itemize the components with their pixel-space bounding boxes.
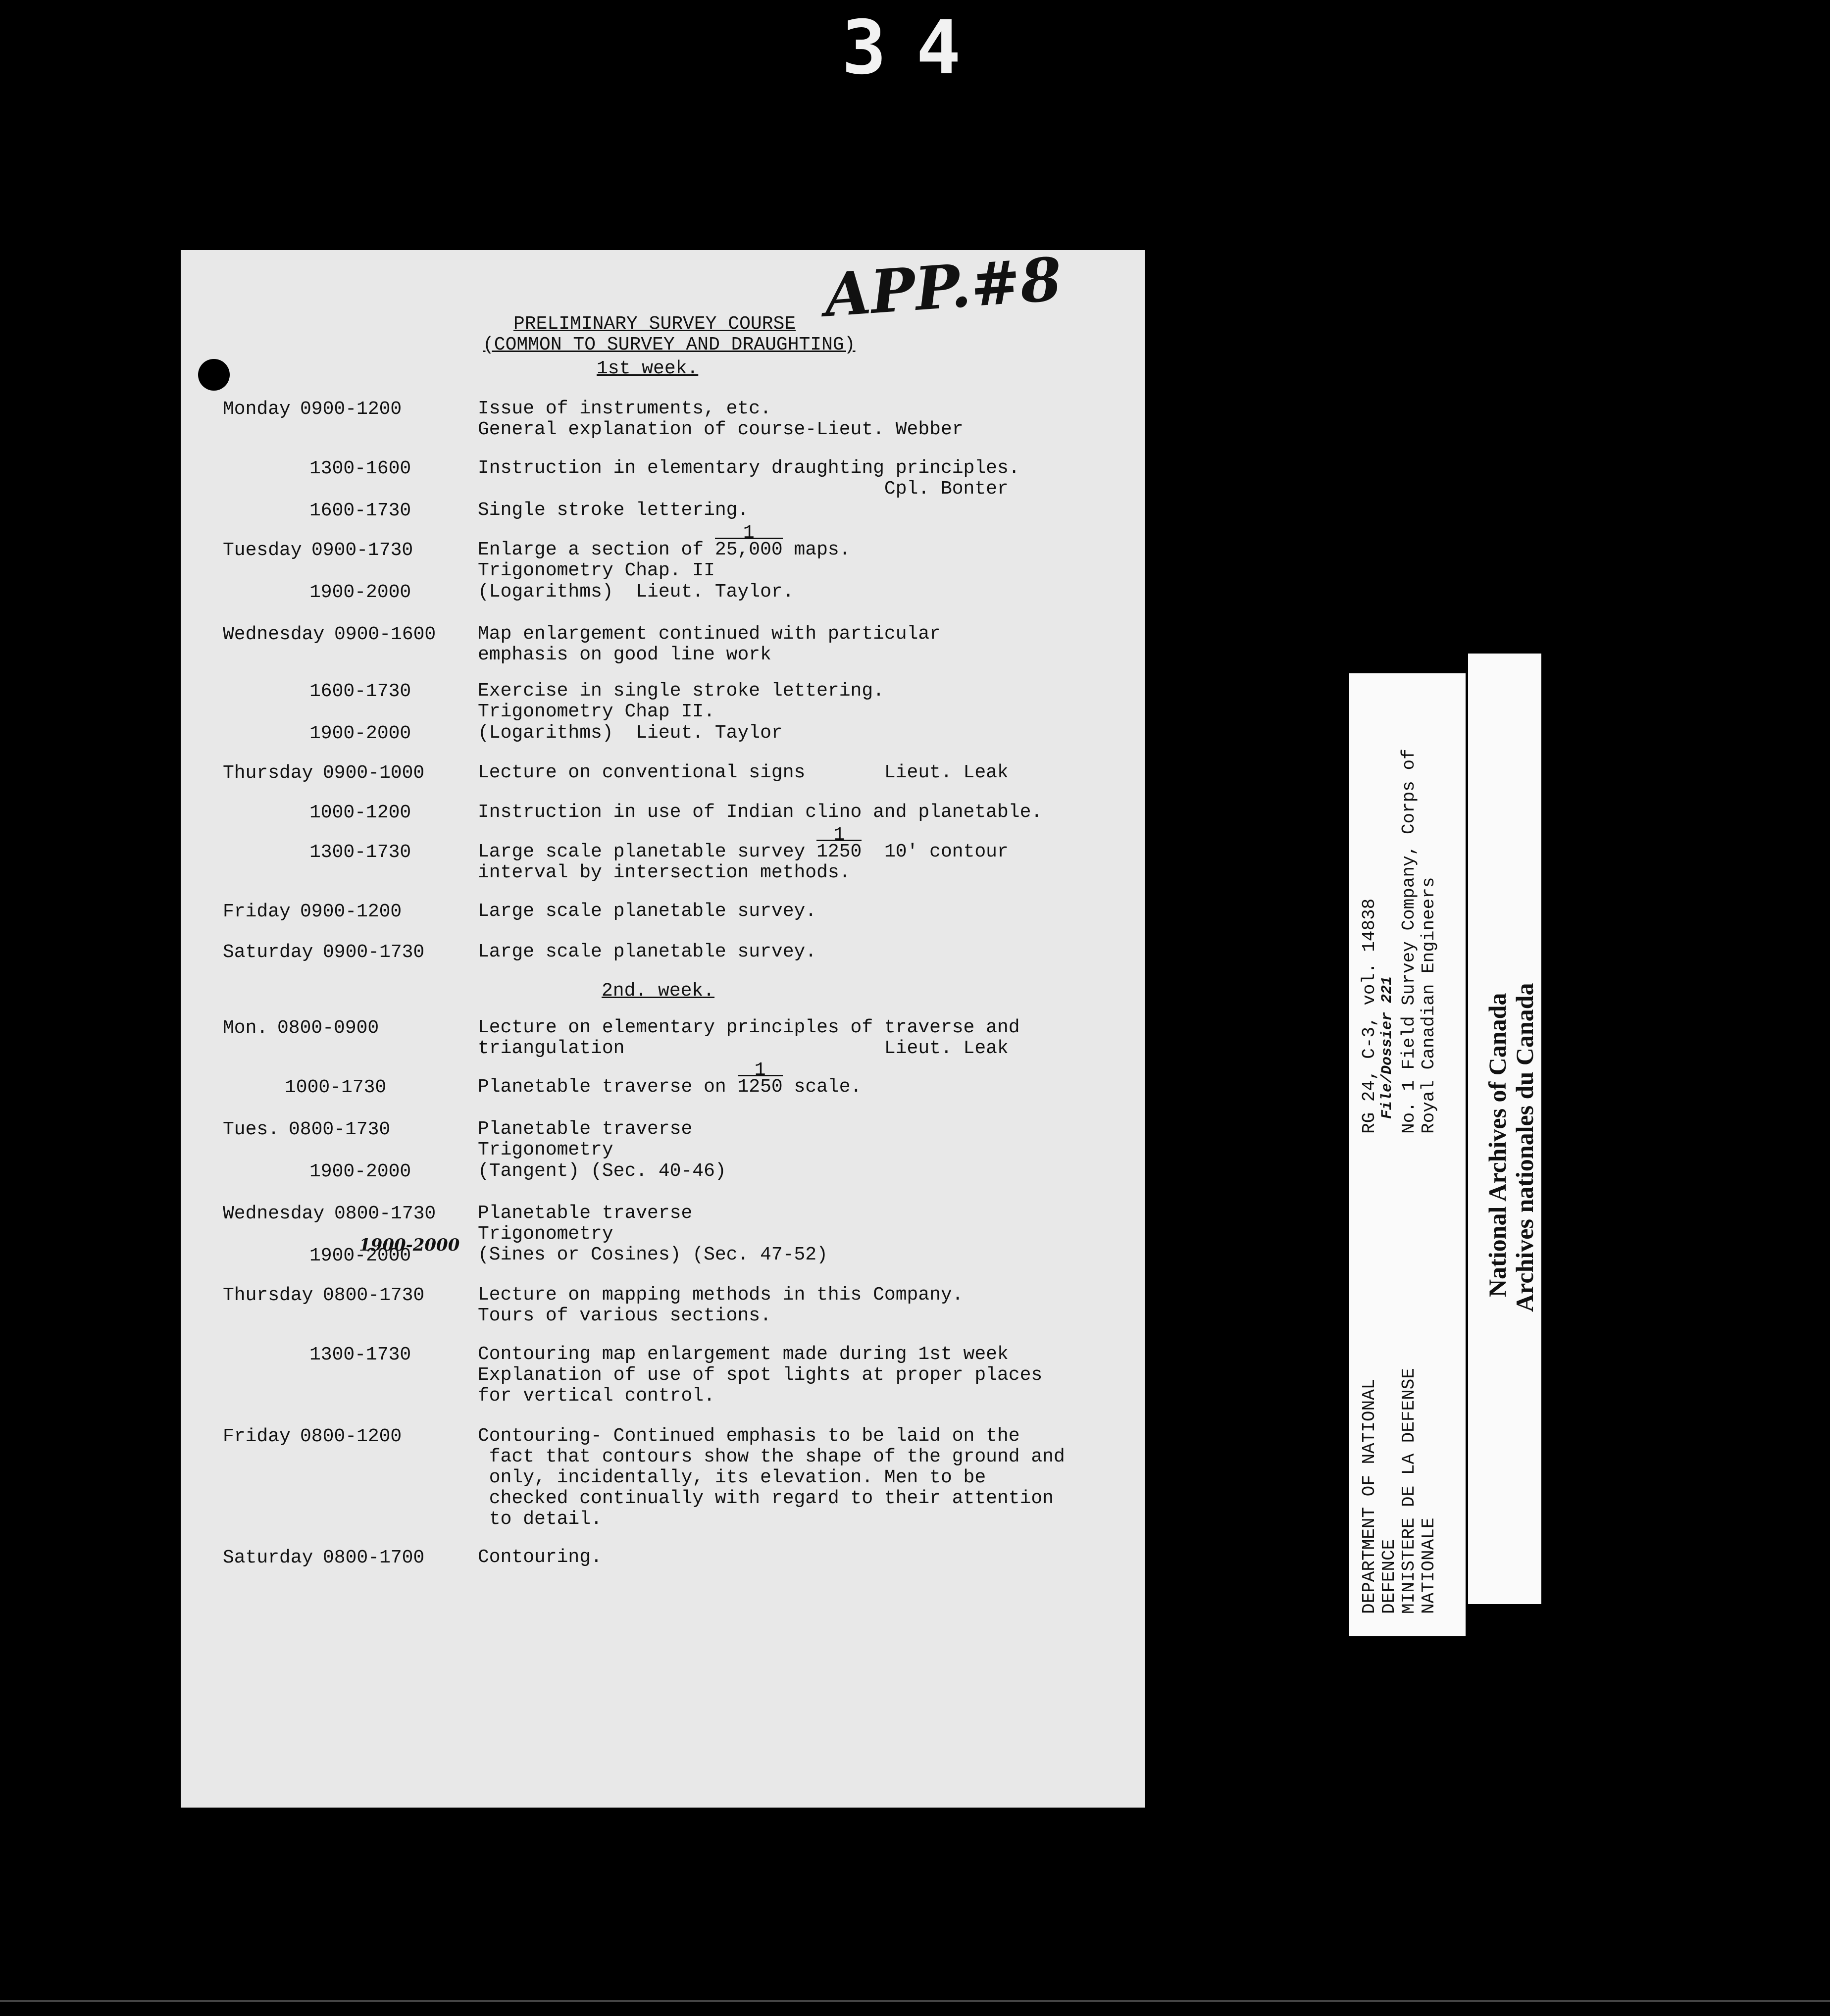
punch-hole: [198, 359, 230, 391]
description-text: Lecture on mapping methods in this Company.: [478, 1284, 964, 1306]
scale-fraction: [816, 824, 862, 862]
scale-fraction: [714, 522, 783, 560]
description-text: emphasis on good line work: [478, 644, 771, 665]
schedule-time: 0800-1200: [300, 1426, 402, 1447]
description-line: [478, 1509, 1065, 1530]
schedule-time: 1900-2000: [309, 1161, 411, 1182]
fraction-numerator: 1: [833, 824, 845, 846]
schedule-description: [478, 824, 1009, 883]
handwritten-time-note: 1900-2000: [359, 1235, 460, 1255]
description-text: Cpl. Bonter: [478, 478, 1009, 500]
description-line: [478, 824, 1009, 862]
schedule-description: [478, 901, 816, 922]
label-dept-line1: DEPARTMENT OF NATIONAL: [1359, 1378, 1379, 1614]
description-line: [478, 1224, 828, 1245]
description-text: Map enlargement continued with particular: [478, 623, 941, 645]
description-line: [478, 624, 941, 645]
label-dept-line3: MINISTERE DE LA DEFENSE: [1399, 1368, 1419, 1614]
schedule-time: 0900-1000: [323, 762, 425, 784]
label-ref2: File/Dossier 221: [1379, 976, 1396, 1119]
fraction-suffix: scale.: [782, 1076, 862, 1098]
schedule-day: Saturday: [223, 942, 313, 963]
schedule-description: [478, 1059, 862, 1098]
description-text: checked continually with regard to their attention: [478, 1488, 1054, 1509]
description-line: [478, 1017, 1020, 1038]
film-edge-line: [0, 2000, 1830, 2002]
schedule-description: [478, 762, 1009, 783]
schedule-day: Thursday: [223, 1285, 313, 1306]
schedule-time: 0900-1730: [311, 540, 413, 561]
document-page: [181, 244, 1145, 1808]
description-text: Large scale planetable survey: [478, 841, 806, 862]
description-line: [478, 1467, 1065, 1488]
description-line: [478, 1285, 964, 1306]
description-line: [478, 723, 783, 744]
label-desc1: No. 1 Field Survey Company, Corps of: [1399, 749, 1419, 1134]
description-text: fact that contours show the shape of the ground and: [478, 1446, 1065, 1467]
fraction-suffix: 10' contour: [862, 841, 1009, 862]
fraction-denominator: 1250: [816, 840, 862, 862]
schedule-description: [478, 500, 749, 521]
schedule-day: Tues.: [223, 1119, 280, 1140]
description-line: [478, 681, 884, 702]
schedule-time: 0800-0900: [277, 1017, 379, 1039]
schedule-time: 1000-1200: [309, 802, 411, 823]
schedule-day: Friday: [223, 1426, 291, 1447]
schedule-time: 0800-1730: [334, 1203, 436, 1224]
description-text: (Tangent) (Sec. 40-46): [478, 1160, 726, 1182]
description-text: Contouring.: [478, 1547, 602, 1568]
schedule-time: 1900-2000: [309, 723, 411, 744]
schedule-description: [478, 1344, 1042, 1407]
description-text: Trigonometry: [478, 1139, 613, 1160]
label-dept-line2: DEFENCE: [1379, 1539, 1399, 1614]
schedule-description: [478, 723, 783, 744]
description-text: Explanation of use of spot lights at proper places: [478, 1364, 1043, 1386]
fraction-suffix: maps.: [782, 539, 851, 560]
frame-number: 34: [842, 5, 991, 91]
week2-heading: 2nd. week.: [602, 980, 715, 1002]
schedule-time: 1000-1730: [285, 1077, 387, 1098]
schedule-day: Wednesday: [223, 1203, 325, 1224]
description-line: [478, 1344, 1042, 1365]
schedule-time: 1300-1730: [309, 842, 411, 863]
label-dept-line4: NATIONALE: [1419, 1517, 1439, 1614]
description-text: Single stroke lettering.: [478, 500, 749, 521]
schedule-time: 0800-1700: [323, 1547, 425, 1568]
schedule-description: [478, 802, 1042, 823]
archive-label: [1349, 673, 1466, 1636]
description-line: [478, 522, 851, 560]
scale-fraction: [737, 1059, 783, 1098]
description-text: (Sines or Cosines) (Sec. 47-52): [478, 1244, 828, 1265]
schedule-day: Mon.: [223, 1017, 268, 1039]
schedule-day: Friday: [223, 901, 291, 922]
schedule-time: 1300-1730: [309, 1344, 411, 1365]
description-text: only, incidentally, its elevation. Men to be: [478, 1467, 986, 1488]
description-line: [478, 901, 816, 922]
schedule-time: 1300-1600: [309, 458, 411, 479]
description-line: [478, 1161, 726, 1182]
description-text: (Logarithms) Lieut. Taylor: [478, 722, 783, 744]
description-text: Large scale planetable survey.: [478, 941, 817, 962]
schedule-description: [478, 624, 941, 665]
description-text: Planetable traverse: [478, 1203, 693, 1224]
schedule-day: Tuesday: [223, 540, 302, 561]
description-text: Trigonometry Chap. II: [478, 560, 715, 581]
description-line: [478, 560, 851, 581]
description-text: Lecture on conventional signs Lieut. Leak: [478, 762, 1009, 783]
description-text: Enlarge a section of: [478, 539, 704, 560]
schedule-description: [478, 1547, 602, 1568]
document-title: PRELIMINARY SURVEY COURSE: [513, 313, 796, 335]
archive-name-en: National Archives of Canada: [1483, 993, 1511, 1297]
schedule-day: Saturday: [223, 1547, 313, 1568]
archive-stamp: [1468, 654, 1541, 1604]
description-line: [478, 1059, 862, 1098]
week1-heading: 1st week.: [597, 358, 699, 379]
description-line: [478, 762, 1009, 783]
description-text: Planetable traverse: [478, 1118, 693, 1140]
fraction-denominator: 25,000: [715, 538, 783, 560]
schedule-time: 1900-2000: [309, 1245, 411, 1266]
schedule-time: 1600-1730: [309, 500, 411, 521]
label-ref1: RG 24, C-3, vol. 14838: [1359, 898, 1379, 1134]
description-line: [478, 399, 964, 419]
description-line: [478, 1365, 1042, 1386]
description-line: [478, 645, 941, 665]
description-text: Instruction in elementary draughting principles.: [478, 457, 1020, 479]
archive-name-fr: Archives nationales du Canada: [1511, 983, 1538, 1312]
description-text: Exercise in single stroke lettering.: [478, 680, 884, 702]
description-line: [478, 1306, 964, 1326]
schedule-description: [478, 582, 794, 603]
description-text: to detail.: [478, 1509, 602, 1530]
schedule-description: [478, 942, 816, 962]
description-line: [478, 500, 749, 521]
handwritten-appendix-ref: APP.#8: [822, 244, 1064, 331]
schedule-description: [478, 1285, 964, 1326]
description-text: Lecture on elementary principles of traverse and: [478, 1017, 1020, 1038]
description-text: Contouring- Continued emphasis to be laid on the: [478, 1425, 1020, 1447]
description-text: Issue of instruments, etc.: [478, 398, 771, 419]
schedule-description: [478, 522, 851, 581]
label-desc2: Royal Canadian Engineers: [1419, 877, 1439, 1134]
description-text: Tours of various sections.: [478, 1305, 771, 1326]
description-line: [478, 479, 1020, 500]
schedule-time: 0800-1730: [289, 1119, 391, 1140]
description-text: General explanation of course-Lieut. Webber: [478, 419, 964, 440]
description-line: [478, 1426, 1065, 1447]
schedule-description: [478, 681, 884, 722]
schedule-description: [478, 1203, 828, 1265]
description-line: [478, 1488, 1065, 1509]
description-line: [478, 458, 1020, 479]
schedule-day: Monday: [223, 399, 291, 420]
description-line: [478, 1140, 692, 1160]
description-text: Contouring map enlargement made during 1st week: [478, 1344, 1009, 1365]
description-line: [478, 802, 1042, 823]
fraction-numerator: 1: [754, 1059, 766, 1081]
description-text: Trigonometry Chap II.: [478, 701, 715, 722]
description-text: Large scale planetable survey.: [478, 901, 817, 922]
description-line: [478, 702, 884, 722]
description-line: [478, 419, 964, 440]
schedule-description: [478, 1119, 692, 1160]
schedule-time: 1600-1730: [309, 681, 411, 702]
description-text: Planetable traverse on: [478, 1076, 726, 1098]
schedule-description: [478, 1017, 1020, 1059]
description-line: [478, 1119, 692, 1140]
description-line: [478, 1386, 1042, 1407]
schedule-time: 0900-1200: [300, 399, 402, 420]
schedule-description: [478, 1161, 726, 1182]
description-line: [478, 1245, 828, 1265]
description-line: [478, 1547, 602, 1568]
description-line: [478, 1038, 1020, 1059]
schedule-description: [478, 399, 964, 440]
schedule-time: 0900-1200: [300, 901, 402, 922]
description-text: Trigonometry: [478, 1223, 613, 1245]
document-subtitle: (COMMON TO SURVEY AND DRAUGHTING): [483, 334, 856, 355]
schedule-description: [478, 458, 1020, 500]
description-line: [478, 942, 816, 962]
fraction-numerator: 1: [743, 522, 755, 544]
schedule-day: Wednesday: [223, 624, 325, 645]
schedule-day: Thursday: [223, 762, 313, 784]
description-text: (Logarithms) Lieut. Taylor.: [478, 581, 794, 603]
description-line: [478, 582, 794, 603]
description-text: Instruction in use of Indian clino and planetable.: [478, 802, 1043, 823]
schedule-time: 0900-1600: [334, 624, 436, 645]
description-line: [478, 862, 1009, 883]
description-text: for vertical control.: [478, 1385, 715, 1407]
schedule-time: 0900-1730: [323, 942, 425, 963]
description-line: [478, 1447, 1065, 1467]
description-text: triangulation Lieut. Leak: [478, 1038, 1009, 1059]
fraction-denominator: 1250: [738, 1075, 783, 1098]
schedule-description: [478, 1426, 1065, 1530]
schedule-time: 1900-2000: [309, 582, 411, 603]
description-text: interval by intersection methods.: [478, 862, 851, 883]
description-line: [478, 1203, 828, 1224]
schedule-time: 0800-1730: [323, 1285, 425, 1306]
